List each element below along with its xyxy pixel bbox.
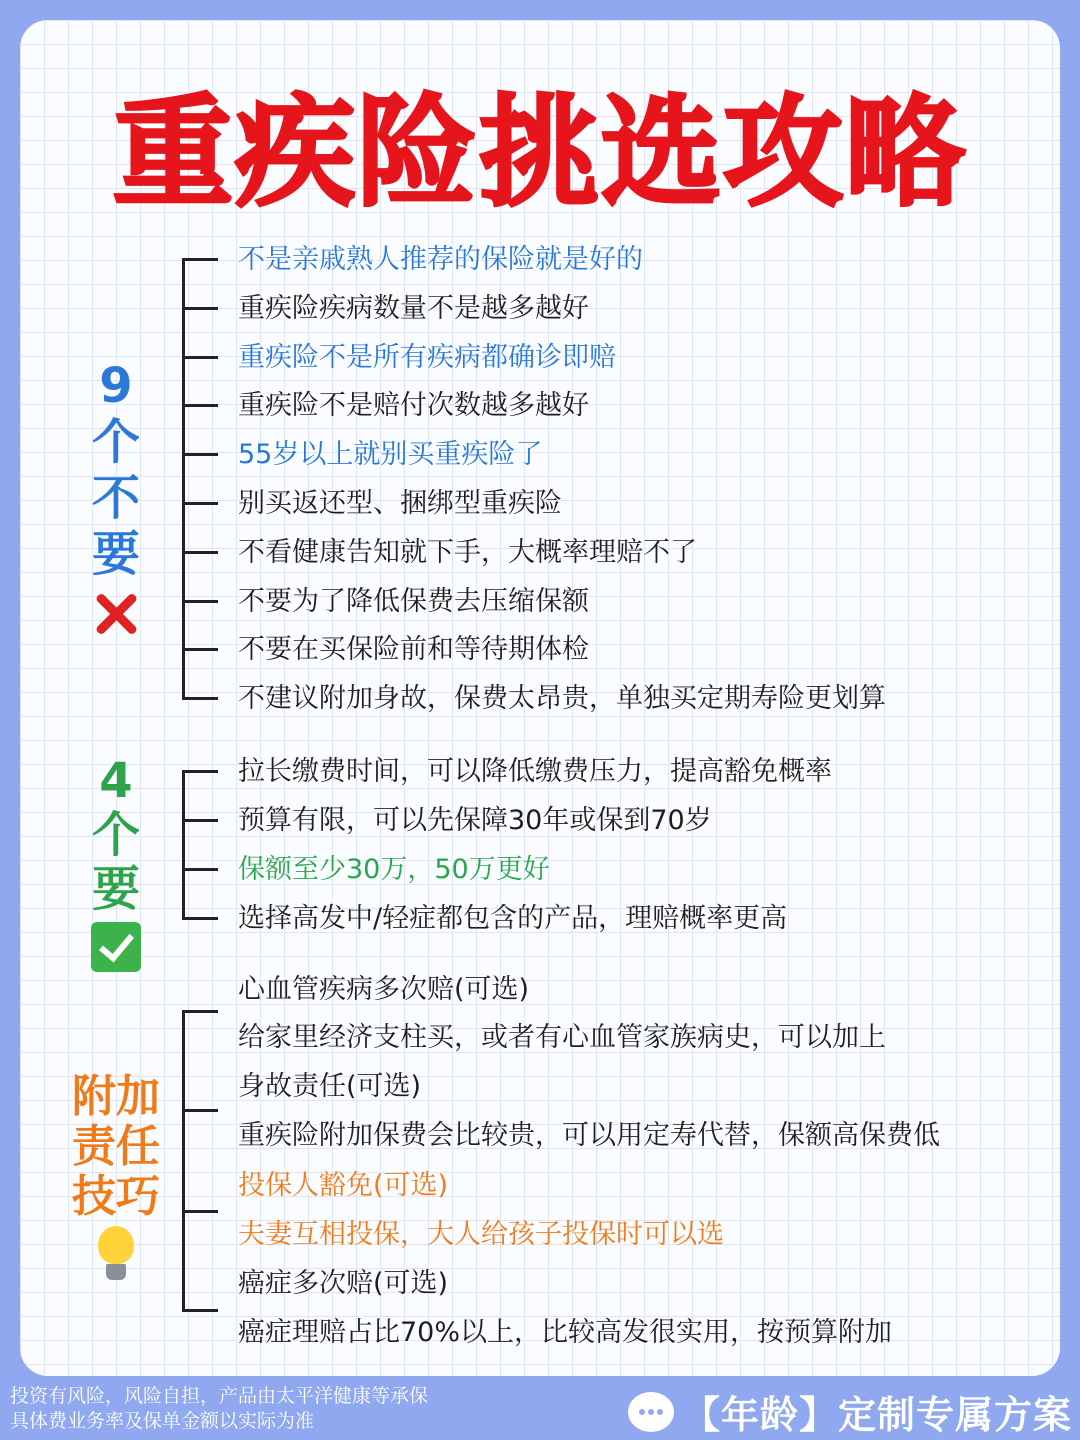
custom-plan-label[interactable]: 【年龄】定制专属方案: [681, 1393, 1072, 1437]
bracket-line: [182, 1010, 185, 1312]
label-char: 个: [91, 414, 140, 470]
bracket-tick: [182, 551, 218, 554]
poster-card: [20, 20, 1060, 1376]
list-item: 重疾险不是所有疾病都确诊即赔: [238, 342, 616, 373]
list-item: 预算有限，可以先保障30年或保到70岁: [238, 805, 712, 836]
label-line: 责任: [72, 1121, 160, 1172]
bracket-tick: [182, 600, 218, 603]
list-item: 不看健康告知就下手，大概率理赔不了: [238, 537, 697, 568]
bracket-tick: [182, 1210, 218, 1213]
bracket-line: [182, 770, 185, 920]
list-item: 不建议附加身故，保费太昂贵，单独买定期寿险更划算: [238, 683, 886, 714]
bracket-tick: [182, 770, 218, 773]
label-char: 要: [91, 861, 140, 917]
bracket-tick: [182, 1010, 218, 1013]
label-char: 9: [99, 358, 133, 414]
list-item: 不是亲戚熟人推荐的保险就是好的: [238, 244, 643, 275]
list-item: 不要在买保险前和等待期体检: [238, 634, 589, 665]
chat-bubble-icon: [628, 1392, 674, 1432]
section-label-4-dos: [88, 754, 144, 972]
bracket-tick: [182, 258, 218, 261]
bracket-tick: [182, 819, 218, 822]
list-item: 癌症多次赔(可选): [238, 1268, 449, 1299]
bracket-tick: [182, 697, 218, 700]
bracket-tick: [182, 1309, 218, 1312]
check-mark-icon: [91, 922, 141, 972]
disclaimer-line: 投资有风险，风险自担，产品由太平洋健康等承保: [10, 1385, 429, 1407]
section-label-rider-tips: [66, 1072, 166, 1286]
list-item: 癌症理赔占比70%以上，比较高发很实用，按预算附加: [238, 1317, 893, 1348]
list-item: 投保人豁免(可选): [238, 1170, 449, 1201]
bracket-tick: [182, 404, 218, 407]
list-item: 不要为了降低保费去压缩保额: [238, 586, 589, 617]
bracket-tick: [182, 307, 218, 310]
list-item: 心血管疾病多次赔(可选): [238, 974, 530, 1005]
disclaimer-line: 具体费业务率及保单金额以实际为准: [10, 1410, 315, 1432]
label-line: 技巧: [72, 1171, 160, 1222]
list-item: 55岁以上就别买重疾险了: [238, 439, 543, 470]
bracket-tick: [182, 356, 218, 359]
list-item: 别买返还型、捆绑型重疾险: [238, 488, 562, 519]
bracket-line: [182, 258, 185, 699]
bracket-tick: [182, 648, 218, 651]
list-item: 身故责任(可选): [238, 1071, 422, 1102]
list-item: 重疾险疾病数量不是越多越好: [238, 293, 589, 324]
custom-plan-link[interactable]: [628, 1384, 1072, 1439]
bracket-tick: [182, 453, 218, 456]
bracket-tick: [182, 502, 218, 505]
list-item: 夫妻互相投保，大人给孩子投保时可以选: [238, 1219, 724, 1250]
label-char: 4: [99, 753, 133, 809]
list-item: 重疾险附加保费会比较贵，可以用定寿代替，保额高保费低: [238, 1120, 940, 1151]
bracket-tick: [182, 1109, 218, 1112]
list-item: 给家里经济支柱买，或者有心血管家族病史，可以加上: [238, 1022, 886, 1053]
list-item: 重疾险不是赔付次数越多越好: [238, 390, 589, 421]
label-line: 附加: [72, 1071, 160, 1122]
disclaimer: [10, 1384, 428, 1434]
cross-mark-icon: [90, 588, 142, 640]
list-item: 拉长缴费时间，可以降低缴费压力，提高豁免概率: [238, 756, 832, 787]
light-bulb-icon: [94, 1226, 138, 1286]
page-title: 重疾险挑选攻略: [113, 84, 967, 223]
label-char: 不: [91, 470, 140, 526]
list-item: 保额至少30万，50万更好: [238, 854, 550, 885]
label-char: 个: [91, 807, 140, 863]
bracket-tick: [182, 868, 218, 871]
bracket-tick: [182, 917, 218, 920]
list-item: 选择高发中/轻症都包含的产品，理赔概率更高: [238, 903, 788, 934]
label-char: 要: [91, 526, 140, 582]
section-label-9-donts: [88, 358, 144, 640]
